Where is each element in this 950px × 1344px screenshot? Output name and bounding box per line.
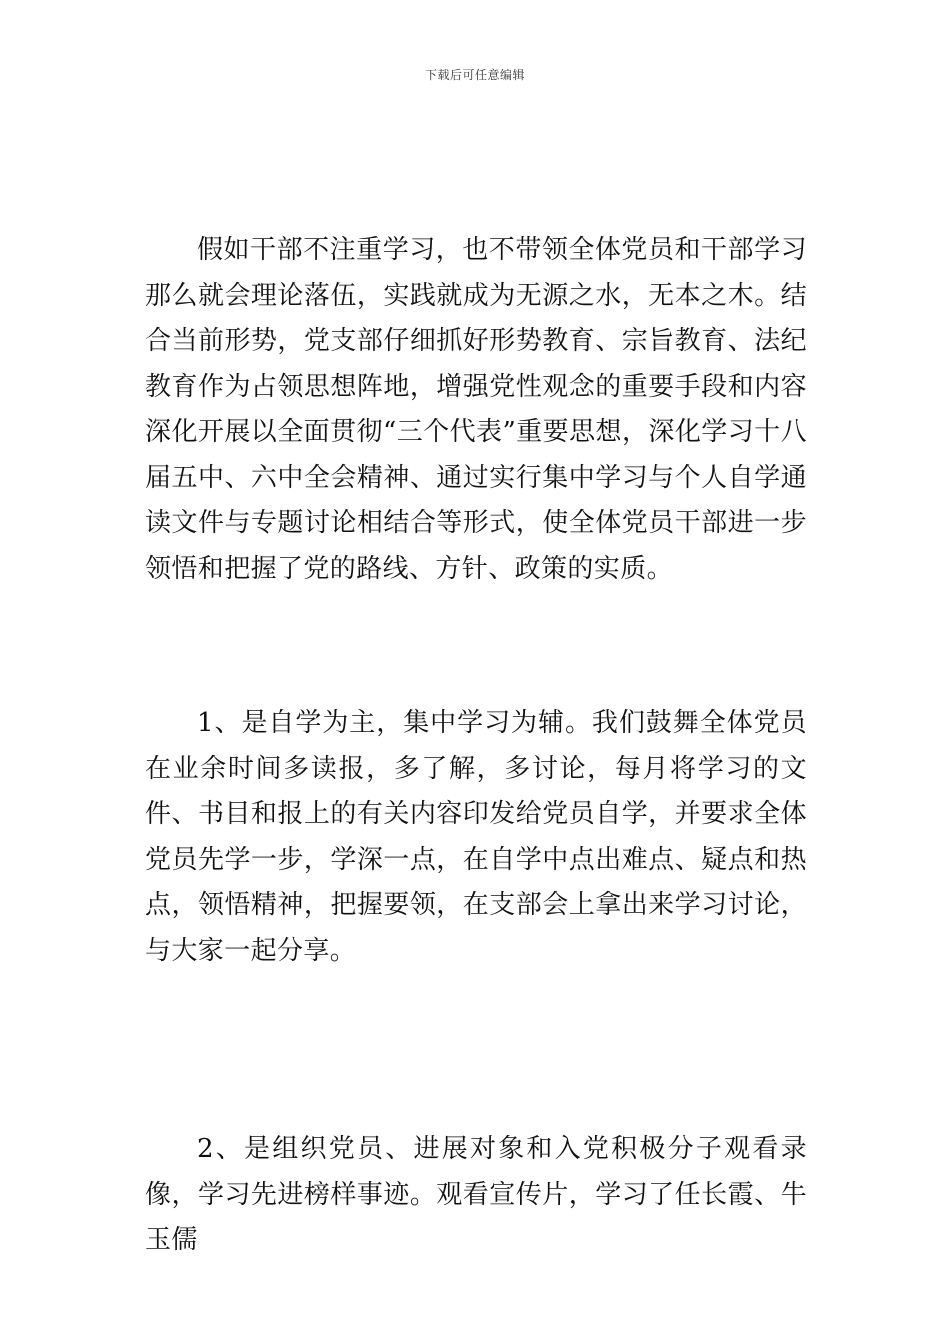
- paragraph-self-study: 1、是自学为主，集中学习为辅。我们鼓舞全体党员在业余时间多读报，多了解，多讨论，每月将学习的文件、书目和报上的有关内容印发给党员自学，并要求全体党员先学一步，学深一点，在自学中点出难点、疑点和热点，领悟精神，把握要领，在支部会上拿出来学习讨论，与大家一起分享。: [145, 708, 807, 966]
- paragraph-watch-videos: 2、是组织党员、进展对象和入党积极分子观看录像，学习先进榜样事迹。观看宣传片，学习了任长霞、牛玉儒: [145, 1134, 807, 1255]
- paragraph-study-importance: 假如干部不注重学习，也不带领全体党员和干部学习那么就会理论落伍，实践就成为无源之水，无本之木。结合当前形势，党支部仔细抓好形势教育、宗旨教育、法纪教育作为占领思想阵地，增强党性观念的重要手段和内容深化开展以全面贯彻“三个代表”重要思想，深化学习十八届五中、六中全会精神、通过实行集中学习与个人自学通读文件与专题讨论相结合等形式，使全体党员干部进一步领悟和把握了党的路线、方针、政策的实质。: [145, 235, 807, 584]
- page-header-note: 下载后可任意编辑: [424, 68, 525, 82]
